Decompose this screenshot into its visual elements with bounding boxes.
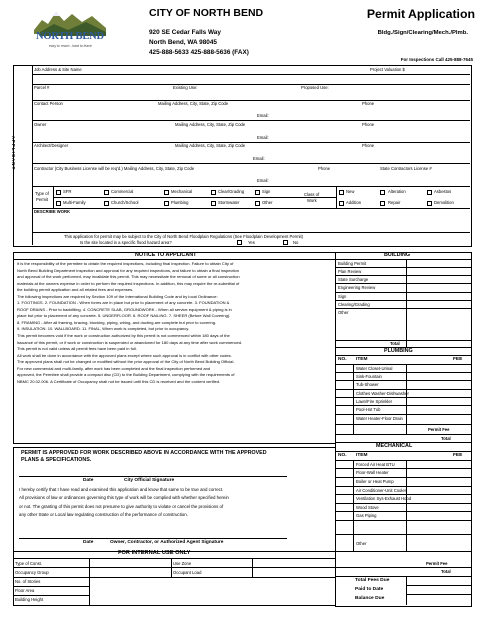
class-alteration-checkbox[interactable]	[380, 190, 385, 195]
proposed-use-label: Proposed Use:	[301, 85, 329, 90]
type-of-permit-label-1: Type of	[35, 191, 49, 196]
mechanical-fees-title: MECHANICAL	[376, 443, 413, 449]
notice-title: NOTICE TO APPLICANT	[135, 252, 197, 258]
mechanical-item: Other	[356, 541, 367, 546]
flood-no-label: No	[293, 240, 299, 245]
city-name: CITY OF NORTH BEND	[149, 7, 264, 19]
permit-type-commercial-checkbox[interactable]	[104, 190, 109, 195]
permit-type-stormwater-checkbox[interactable]	[211, 201, 216, 206]
contact-phone-label: Phone	[362, 101, 375, 106]
owner-date-label: Date	[83, 540, 94, 545]
certification-text	[19, 486, 229, 519]
permit-type-sfr-checkbox[interactable]	[56, 190, 61, 195]
fee-engineering-review: Engineering Review	[338, 285, 376, 290]
contact-email-label: Email:	[257, 113, 269, 118]
permit-type-plumbing: Plumbing	[171, 200, 189, 205]
notice-line: For new commercial and multi-family, after work has been completed and the final inspection performed and	[17, 365, 211, 371]
notice-line: and approval of the work performed, may invalidate this permit. This may necessitate the removal of some or all construction	[17, 274, 240, 280]
permit-type-church-school: Church/School	[111, 200, 139, 205]
architect-mailing-label: Mailing Address, City, State, Zip Code	[175, 143, 246, 148]
plumbing-fees-title: PLUMBING	[384, 348, 413, 354]
notice-line: The following inspections are required by Section 109 of the International Building Code and by local Ordinance:	[17, 293, 218, 299]
owner-mailing-label: Mailing Address, City, State, Zip Code	[175, 122, 246, 127]
notice-text	[17, 261, 242, 385]
mechanical-item: Forced Air Heat BTU	[356, 462, 395, 467]
class-demolition-checkbox[interactable]	[427, 201, 432, 206]
notice-line: approved, the Permitee shall provide a compact disc (CD) to the Building Department, complying with the requirements of	[17, 372, 235, 378]
state-license-label: State Contractors License #	[380, 166, 432, 171]
type-of-const-label: Type of Const.	[15, 561, 42, 566]
approval-date-label: Date	[83, 478, 94, 483]
notice-line: It is the responsibility of the permitee to obtain the required inspections, including final inspection. Failure to obtain City of	[17, 261, 234, 266]
mechanical-item: Wood Stove	[356, 505, 379, 510]
job-address-label: Job Address & Site Name	[34, 67, 82, 72]
permit-type-mechanical: Mechanical	[171, 189, 193, 194]
fee-state-surcharge: State Surcharge	[338, 277, 369, 282]
notice-line: place but prior to placement of any concrete. 5. UNDERFLOOR. 6. ROOF NAILING. 7. SHEER (Before Wall Covering).	[17, 313, 231, 319]
city-address-2: North Bend, WA 98045	[149, 39, 217, 46]
no-of-stories-label: No. of Stories	[15, 579, 41, 584]
permit-type-commercial: Commercial	[111, 189, 134, 194]
class-of-work-label-1: Class of	[304, 192, 320, 197]
permit-type-stormwater: Stormwater	[218, 200, 240, 205]
logo-text: NORTH BEND	[36, 31, 104, 42]
permit-type-sign: Sign	[262, 189, 271, 194]
mechanical-item: Ventilation Sys-Exhaust Hood	[356, 496, 412, 501]
plumbing-item: Water Heater-Floor Drain	[356, 416, 403, 421]
architect-label: Architect/Designer	[34, 143, 69, 148]
parcel-label: Parcel #	[34, 85, 50, 90]
class-new-checkbox[interactable]	[339, 190, 344, 195]
plumbing-permit-fee-label: Permit Fee	[428, 427, 450, 432]
certification-line: I hereby certify that I have read and examined this application and know that same to be true and correct.	[19, 487, 224, 492]
notice-line: materials at the owners expense in order to perform the required inspections. In addition, this may require the re-submittal of	[17, 280, 240, 286]
approval-heading-2: PLANS & SPECIFICATIONS.	[21, 457, 92, 463]
describe-work-label: DESCRIBE WORK	[34, 209, 71, 214]
architect-email-label: Email:	[253, 156, 265, 161]
notice-line: North Bend Building Department inspection and approval for any required inspections, and failure to obtain a final inspection	[17, 267, 240, 273]
mechanical-permit-fee-label: Permit Fee	[426, 561, 448, 566]
fee-other: Other	[338, 310, 349, 315]
notice-line: The approved plans shall not be changed or modified without the prior approval of the City of North Bend Building Official.	[17, 359, 235, 365]
building-fees-title: BUILDING	[384, 252, 411, 258]
flood-yes-label: Yes	[248, 240, 255, 245]
type-of-permit-label-2: Permit	[36, 197, 49, 202]
permit-type-mechanical-checkbox[interactable]	[164, 190, 169, 195]
mechanical-item: Air Conditioner-Unit Cooler	[356, 488, 407, 493]
owner-signature-label: Owner, Contractor, or Authorized Agent Signature	[110, 540, 224, 545]
balance-due-label: Balance Due	[355, 596, 385, 601]
internal-use-title: FOR INTERNAL USE ONLY	[118, 550, 191, 556]
plumbing-col-item: ITEM	[356, 357, 368, 362]
notice-line: issuance of this permit, or if work or construction is suspended or abandoned for 180 days at any time after work commenced.	[17, 339, 243, 345]
permit-type-sign-checkbox[interactable]	[255, 190, 260, 195]
plumbing-item: Water Closet-Urinal	[356, 366, 393, 371]
class-of-work-label-2: Work	[307, 198, 317, 203]
fee-building-permit: Building Permit	[338, 261, 367, 266]
form-title: Permit Application	[366, 7, 475, 21]
certification-line: All provisions of law or ordinances governing this type of work will be complied with whether specified herein	[19, 495, 229, 501]
contractor-phone-label: Phone	[318, 166, 331, 171]
mechanical-total-label: Total	[441, 569, 451, 574]
permit-type-clear-grading-checkbox[interactable]	[211, 190, 216, 195]
mechanical-item: Boiler or Heat Pump	[356, 479, 394, 484]
contractor-label: Contractor (City Business License will be req'd.) Mailing Address, City, State, Zip Code	[34, 166, 195, 171]
contact-person-label: Contact Person	[34, 101, 63, 106]
building-height-label: Building Height	[15, 597, 44, 602]
notice-line: 8. FRAMING - After all framing, bracing, blocking, piping, wiring, and ducting are complete but prior to covering.	[17, 319, 217, 325]
architect-phone-label: Phone	[362, 143, 375, 148]
contact-mailing-label: Mailing Address, City, State, Zip Code	[158, 101, 229, 106]
job-address-field[interactable]	[34, 75, 354, 83]
plumbing-item: Lawn/Fire Sprinkler	[356, 399, 393, 404]
class-new: New	[346, 189, 355, 194]
mechanical-col-no: NO.	[338, 453, 347, 458]
logo-tagline: easy to reach...hard to leave	[49, 44, 92, 48]
plumbing-item: Tub-Shower	[356, 382, 379, 387]
applicant-vertical-label: A P P L I C A N T	[11, 135, 17, 170]
class-asbestos: Asbestos	[434, 189, 452, 194]
floor-area-label: Floor Area	[15, 588, 35, 593]
city-phones: 425-888-5633 425-888-5636 (FAX)	[149, 49, 249, 56]
class-repair-checkbox[interactable]	[380, 201, 385, 206]
plumbing-item: Sink-Fountain	[356, 374, 382, 379]
floodplain-notice: This application for permit may be subject to the City of North Bend Floodplain Regulations (See Floodplain Development Permit)	[64, 234, 304, 239]
plumbing-item: Pool-Hot Tub	[356, 407, 381, 412]
class-addition-checkbox[interactable]	[339, 201, 344, 206]
owner-email-label: Email:	[257, 135, 269, 140]
plumbing-col-fee: FEE	[453, 357, 463, 362]
permit-type-clear-grading: Clear/Grading	[218, 189, 245, 194]
city-address-1: 920 SE Cedar Falls Way	[149, 29, 221, 36]
class-demolition: Demolition	[434, 200, 454, 205]
mechanical-col-fee: FEE	[453, 453, 463, 458]
certification-line: any other State or Local law regulating construction of the performance of construction.	[19, 511, 188, 517]
mechanical-item: Gas Piping	[356, 513, 377, 518]
flood-no-checkbox[interactable]	[283, 240, 288, 245]
total-fees-due-label: Total Fees Due	[355, 578, 390, 583]
class-asbestos-checkbox[interactable]	[427, 190, 432, 195]
mechanical-item: Floor-Wall Heater	[356, 470, 389, 475]
permit-type-multi-family: Multi-Family	[63, 200, 86, 205]
notice-line: This permit is not valid unless all permit fees have been paid in full.	[17, 346, 137, 352]
fee-plan-review: Plan Review	[338, 269, 362, 274]
permit-type-sfr: SFR	[63, 189, 72, 194]
permit-type-other-checkbox[interactable]	[255, 201, 260, 206]
mechanical-col-item: ITEM	[356, 453, 368, 458]
approval-heading-1: PERMIT IS APPROVED FOR WORK DESCRIBED ABOVE IN ACCORDANCE WITH THE APPROVED	[21, 450, 267, 456]
notice-line: All work shall be done in accordance with the approved plans except where such approval is in conflict with other codes.	[17, 352, 232, 358]
plumbing-col-no: NO.	[338, 357, 347, 362]
plumbing-total-label: Total	[441, 436, 451, 441]
notice-line: the building permit application and all related fees and expenses.	[17, 287, 134, 293]
paid-to-date-label: Paid to Date	[355, 587, 384, 592]
class-alteration: Alteration	[388, 189, 406, 194]
plumbing-item: Clothes Washer-Dishwasher	[356, 391, 409, 396]
use-zone-label: Use Zone	[173, 561, 192, 566]
flood-hazard-question: Is the site located in a specific flood hazard area?	[80, 240, 172, 245]
notice-line: NBMC 20.02.006. A Certificate of Occupancy shall not be issued until this CD is received and the content verified.	[17, 378, 221, 384]
permit-type-other: Other	[262, 200, 273, 205]
notice-line: ROOF DRAINS - Prior to backfilling. 4. CONCRETE SLAB, GROUNDWORK - When all service equipment & piping is in	[17, 306, 232, 312]
internal-use-section	[13, 551, 336, 606]
contractor-email-label: Email:	[257, 178, 269, 183]
fee-clearing-grading: Clearing/Grading	[338, 302, 370, 307]
inspection-phone: For Inspections Call 425-888-7645	[400, 57, 473, 62]
city-signature-label: City Official Signature	[124, 478, 175, 483]
notice-line: 9. INSULATION. 10. WALLBOARD. 11. FINAL, When work is completed, but prior to occupancy.	[17, 326, 190, 332]
owner-phone-label: Phone	[362, 122, 375, 127]
class-repair: Repair	[388, 200, 401, 205]
certification-line: or not. The granting of this permit does not presume to give authority to violate or cancel the provisions of	[19, 503, 224, 509]
permit-type-church-school-checkbox[interactable]	[104, 201, 109, 206]
existing-use-label: Existing Use:	[173, 85, 198, 90]
notice-line: This permit becomes void if the work or construction authorized by this permit is not commenced within 180 days of the	[17, 333, 230, 339]
class-addition: Addition	[346, 200, 362, 205]
permit-type-multi-family-checkbox[interactable]	[56, 201, 61, 206]
occupant-load-label: Occupant Load	[173, 570, 202, 575]
fee-sign: Sign	[338, 294, 347, 299]
occupancy-group-label: Occupancy Group	[15, 570, 49, 575]
project-valuation-label: Project Valuation $	[370, 67, 405, 72]
describe-work-field[interactable]	[34, 215, 464, 231]
form-subtitle: Bldg./Sign/Clearing/Mech./Plmb.	[377, 30, 468, 36]
permit-type-plumbing-checkbox[interactable]	[164, 201, 169, 206]
building-total-label: Total	[390, 341, 400, 346]
notice-line: 1. FOOTINGS. 2. FOUNDATION - When forms are in place but prior to placement of any concrete. 3. FOUNDATION &	[17, 300, 230, 306]
flood-yes-checkbox[interactable]	[237, 240, 242, 245]
owner-label: Owner	[34, 122, 47, 127]
